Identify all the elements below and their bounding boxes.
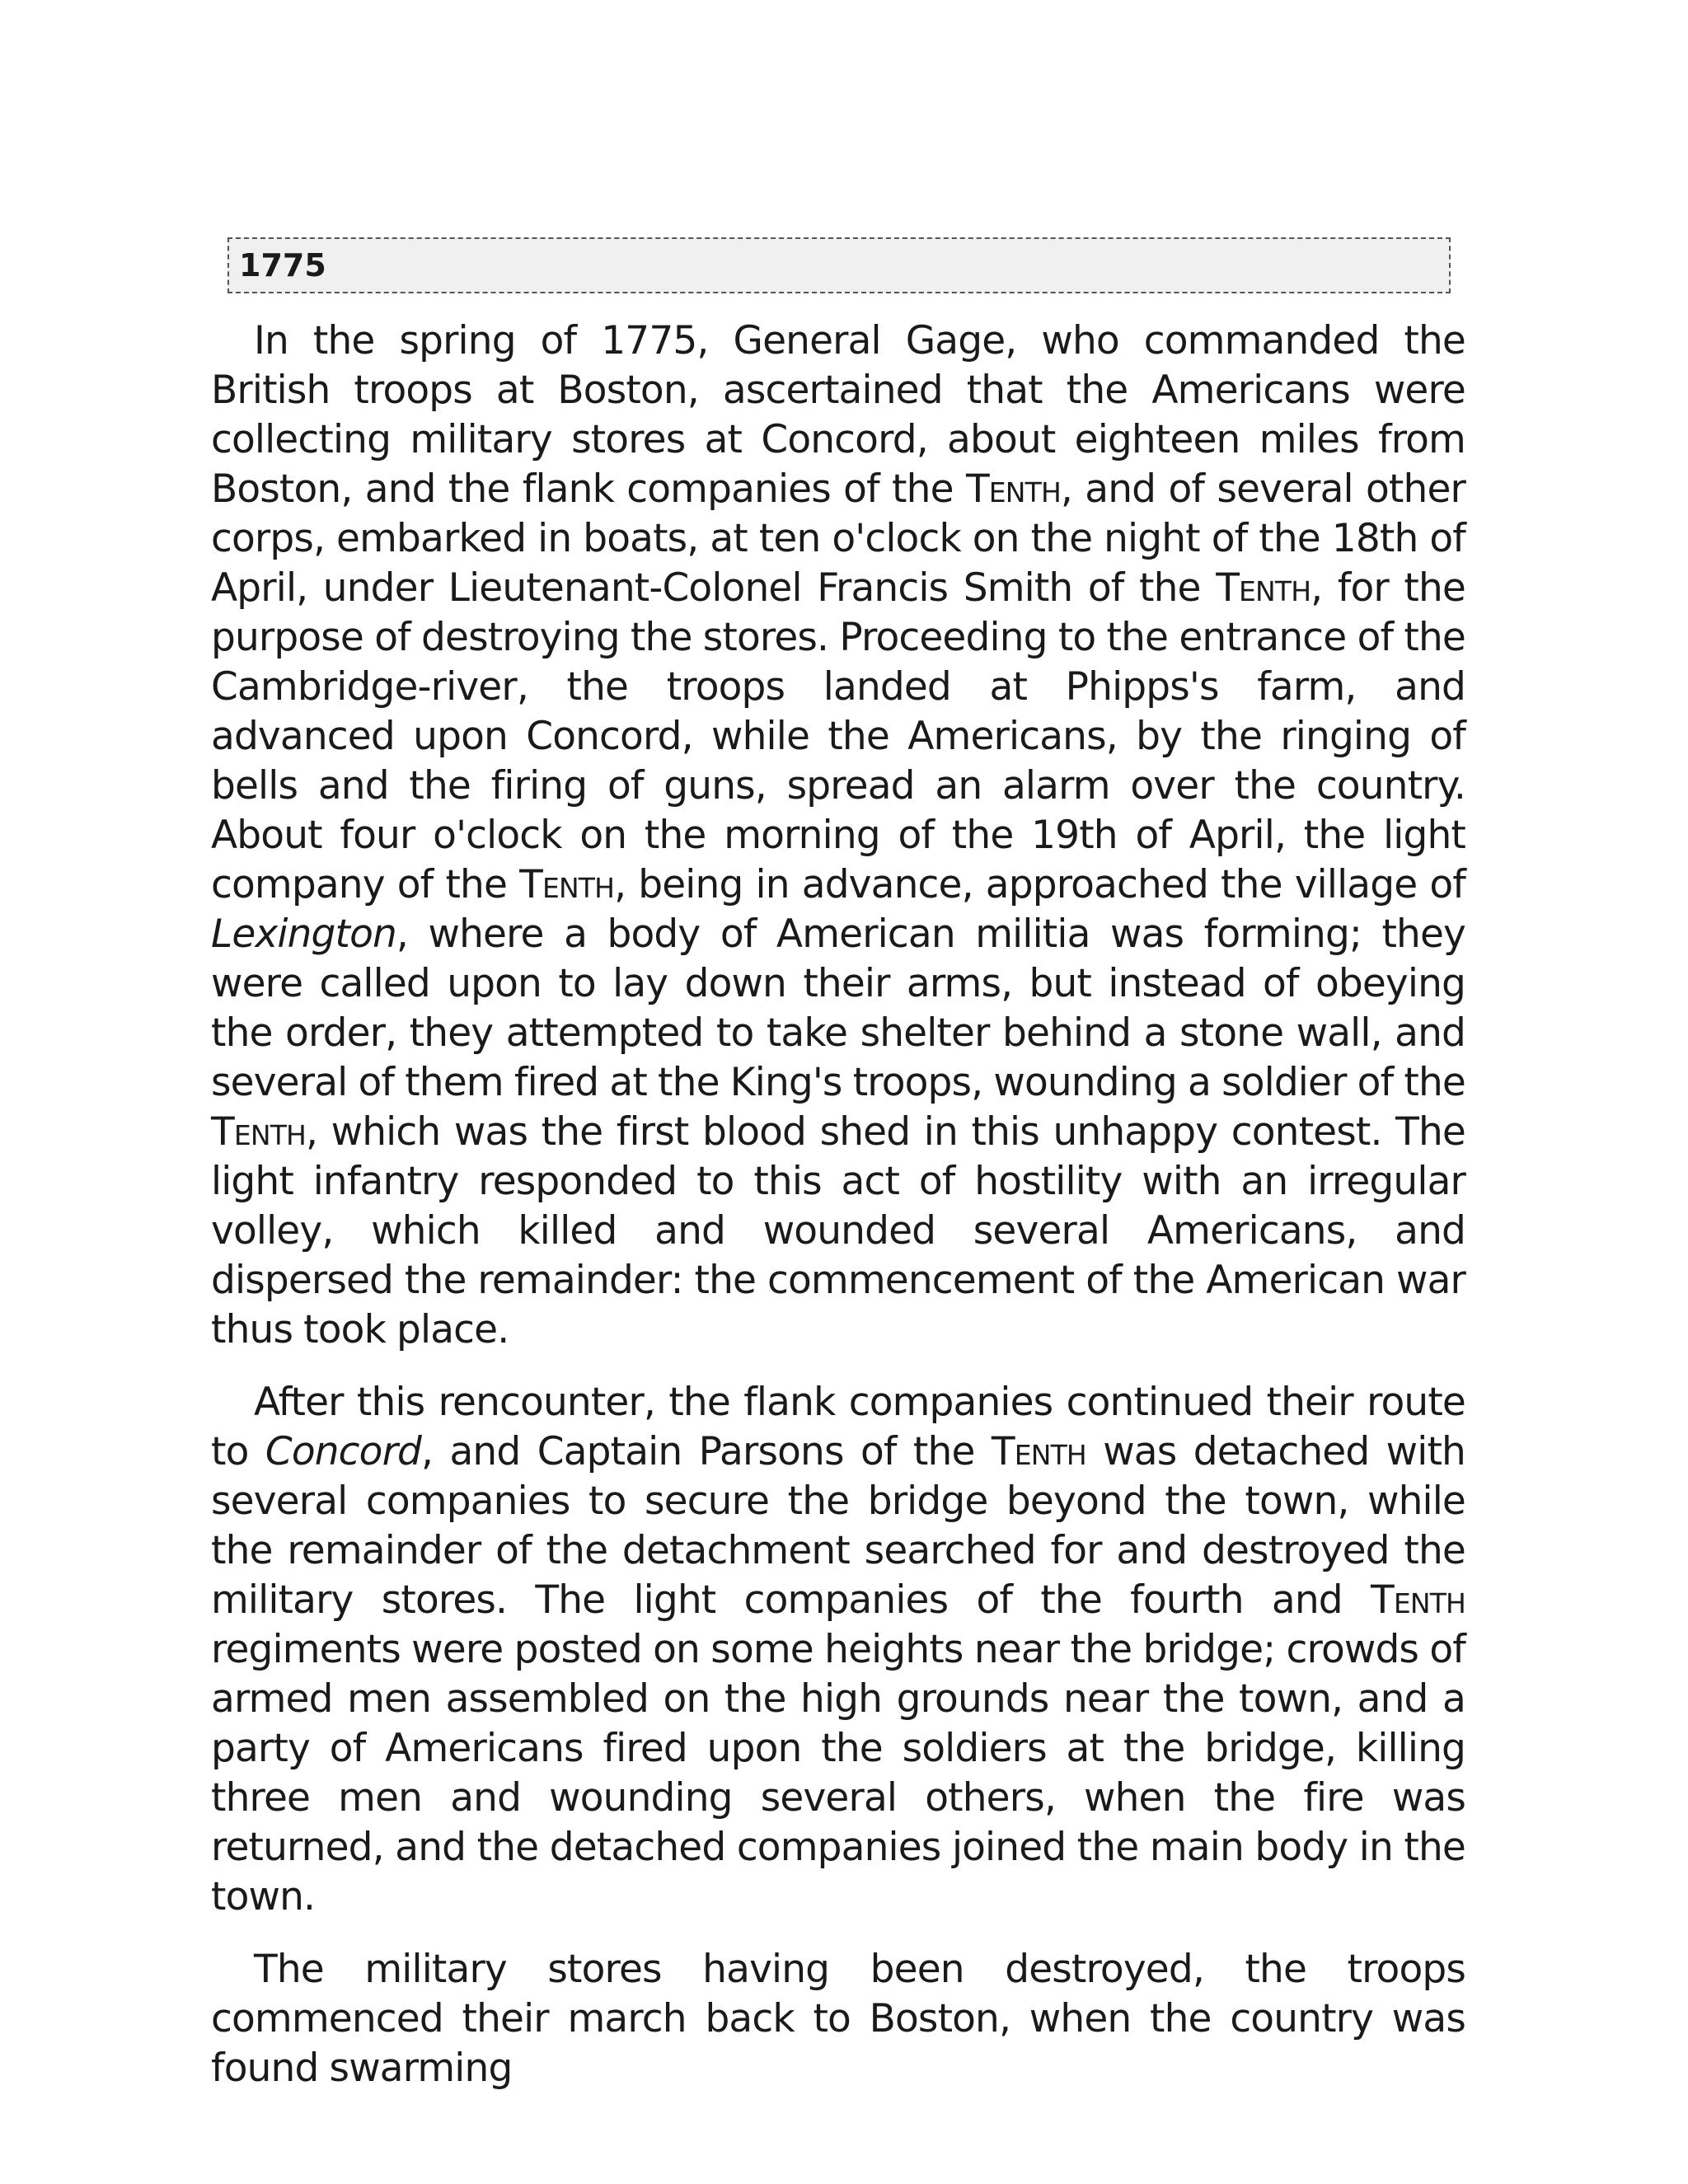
regiment-name: Tenth xyxy=(1371,1577,1465,1623)
regiment-name: Tenth xyxy=(211,1109,306,1155)
document-page xyxy=(211,0,1465,2184)
paragraph-3 xyxy=(211,1945,1465,2093)
text-run: was detached with several companies to secure the bridge beyond the town, while the remainder of the detachment searched for and destroyed the military stores. The light companies of the fourth and xyxy=(211,1429,1465,1623)
body-text xyxy=(211,316,1465,2116)
text-run: regiments were posted on some heights near the bridge; crowds of armed men assembled on the high grounds near the town, and a party of Americans fired upon the soldiers at the bridge, killing three men and wounding several others, when the fire was returned, and the detached companies joined the main body in the town. xyxy=(211,1627,1465,1919)
year-sidenote xyxy=(227,237,1451,293)
regiment-name: Tenth xyxy=(1216,565,1311,611)
text-run: , for the purpose of destroying the stores. Proceeding to the entrance of the Cambridge-river, the troops landed at Phipps's farm, and advanced upon Concord, while the Americans, by the ringing of bells and the firing of guns, spread an alarm over the country. About four o'clock on the morning of the 19th of April, the light company of the xyxy=(211,565,1465,907)
text-run: The military stores having been destroyed, the troops commenced their march back to Boston, when the country was found swarming xyxy=(211,1947,1465,2091)
text-run: , and Captain Parsons of the xyxy=(421,1429,992,1474)
text-run: In the spring of 1775, General Gage, who commanded the British troops at Boston, ascertained that the Americans were collecting military stores at Concord, about eighteen miles from Boston, and the flank companies of the xyxy=(211,318,1465,512)
regiment-name: Tenth xyxy=(965,466,1061,512)
text-run: , where a body of American militia was forming; they were called upon to lay down their arms, but instead of obeying the order, they attempted to take shelter behind a stone wall, and several of them fired at the King's troops, wounding a soldier of the xyxy=(211,912,1465,1105)
sidenote-year: 1775 xyxy=(239,247,326,284)
regiment-name: Tenth xyxy=(519,862,615,907)
paragraph-2 xyxy=(211,1378,1465,1922)
place-name: Lexington xyxy=(211,912,396,957)
regiment-name: Tenth xyxy=(991,1429,1086,1474)
paragraph-1 xyxy=(211,316,1465,1355)
text-run: , which was the first blood shed in this unhappy contest. The light infantry responded to this act of hostility with an irregular volley, which killed and wounded several Americans, and dispersed the remainder: the commencement of the American war thus took place. xyxy=(211,1109,1465,1352)
place-name: Concord xyxy=(265,1429,422,1474)
text-run: After this rencounter, the flank companies continued their route to xyxy=(211,1380,1465,1474)
text-run: , and of several other corps, embarked in boats, at ten o'clock on the night of the 18th of April, under Lieutenant-Colonel Francis Smith of the xyxy=(211,466,1465,611)
text-run: , being in advance, approached the village of xyxy=(614,862,1465,907)
